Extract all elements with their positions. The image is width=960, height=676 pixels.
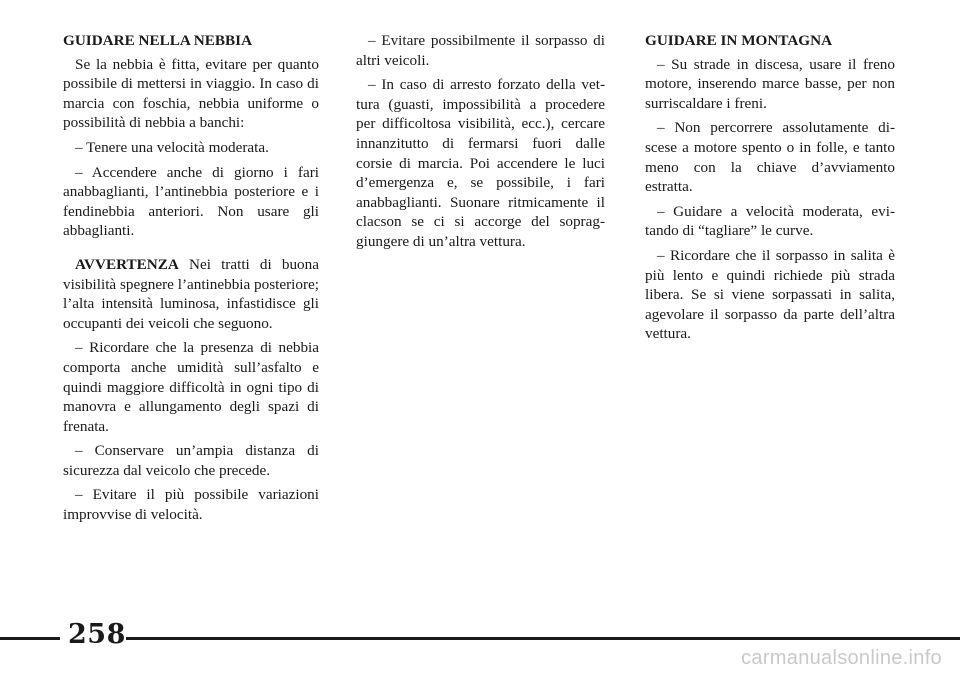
paragraph: – Su strade in discesa, usare il freno motore, inserendo marce basse, per non surriscaldare i freni.	[645, 55, 895, 112]
footer-rule-right	[126, 637, 960, 640]
section-heading-fog: GUIDARE NELLA NEBBIA	[63, 32, 253, 49]
page-number: 258	[68, 619, 126, 650]
paragraph: – Tenere una velocità moderata.	[75, 138, 269, 156]
warning-text: Nei tratti di buona visibilità spegnere l’antinebbia posteriore; l’alta intensità luminosa, infastidisce gli occupanti dei veicoli che seguono.	[63, 255, 319, 332]
paragraph: – Evitare il più possibile variazioni improvvise di velocità.	[63, 486, 319, 524]
section-heading-mountain: GUIDARE IN MONTAGNA	[645, 32, 833, 49]
paragraph: – Conservare un’ampia distanza di sicurezza dal veicolo che precede.	[63, 442, 319, 479]
paragraph: Se la nebbia è fitta, evitare per quanto possibile di mettersi in viaggio. In caso di marcia con foschia, nebbia uniforme o possibilità di nebbia a banchi:	[63, 55, 319, 132]
column-fog-driving-continued	[356, 31, 605, 257]
paragraph: – Accendere anche di giorno i fari anabbaglianti, l’antinebbia posteriore e i fendinebbia anteriori. Non usare gli abbaglianti.	[63, 163, 319, 240]
paragraph: – Ricordare che il sorpasso in salita è più lento e quindi richiede più strada libera. Se si viene sorpassati in salita, agevolare il sorpasso da parte dell’altra vettura.	[645, 246, 895, 343]
warning-paragraph	[63, 255, 319, 333]
paragraph: – Non percorrere assolutamente discese a motore spento o in folle, e tanto meno con la chiave d’avviamento estratta.	[645, 119, 895, 196]
warning-label: AVVERTENZA	[75, 255, 179, 273]
paragraph: – Evitare possibilmente il sorpasso di altri veicoli.	[356, 32, 605, 69]
footer-rule-left	[0, 637, 60, 640]
paragraph: – In caso di arresto forzato della vettura (guasti, impossibilità a procedere per difficoltosa visibilità, ecc.), cercare innanzitutto di fermarsi fuori dalle corsie di marcia. Poi accendere le luci d’emergenza e, se possibile, i fari anabbaglianti. Suonare ritmicamente il clacson se ci si accorge del sopraggiungere di un’altra vettura.	[356, 76, 605, 250]
column-fog-driving	[63, 31, 319, 530]
paragraph: – Ricordare che la presenza di nebbia comporta anche umidità sull’asfalto e quindi maggiore difficoltà in ogni tipo di manovra e allungamento degli spazi di frenata.	[63, 339, 319, 435]
paragraph: – Guidare a velocità moderata, evitando di “tagliare” le curve.	[645, 202, 895, 240]
watermark-text: carmanualsonline.info	[741, 647, 942, 669]
column-mountain-driving	[645, 31, 895, 349]
